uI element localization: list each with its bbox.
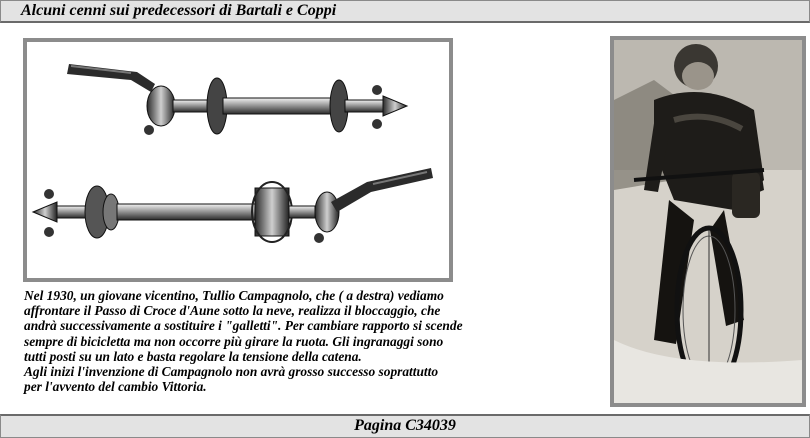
header-bar [0, 0, 810, 23]
article-line: andrà successivamente a sostituire i "galletti". Per cambiare rapporto si scende [24, 318, 463, 334]
article-line: tutti posti su un lato e basta regolare la tensione della catena. [24, 348, 362, 364]
article-line: Nel 1930, un giovane vicentino, Tullio Campagnolo, che ( a destra) vediamo [24, 288, 444, 303]
article-line: per l'avvento del cambio Vittoria. [24, 379, 207, 395]
campagnolo-photo [610, 36, 806, 407]
footer-bar [0, 414, 810, 438]
quick-release-hubs-drawing [27, 42, 449, 278]
front-hub-drawing [67, 64, 407, 135]
article-text [24, 288, 584, 394]
page-number-label: Pagina C34039 [354, 417, 456, 434]
cyclist-in-snow-photo [614, 40, 802, 403]
article-line: Agli inizi l'invenzione di Campagnolo non avrà grosso successo soprattutto [24, 364, 439, 380]
rear-hub-drawing [33, 168, 433, 243]
article-line: affrontare il Passo di Croce d'Aune sotto la neve, realizza il bloccaggio, che [24, 303, 441, 319]
hub-illustration [23, 38, 453, 282]
article-line: sempre di bicicletta ma non occorre più girare la ruota. Gli ingranaggi sono [24, 333, 444, 349]
page-title: Alcuni cenni sui predecessori di Bartali e Coppi [21, 2, 337, 19]
